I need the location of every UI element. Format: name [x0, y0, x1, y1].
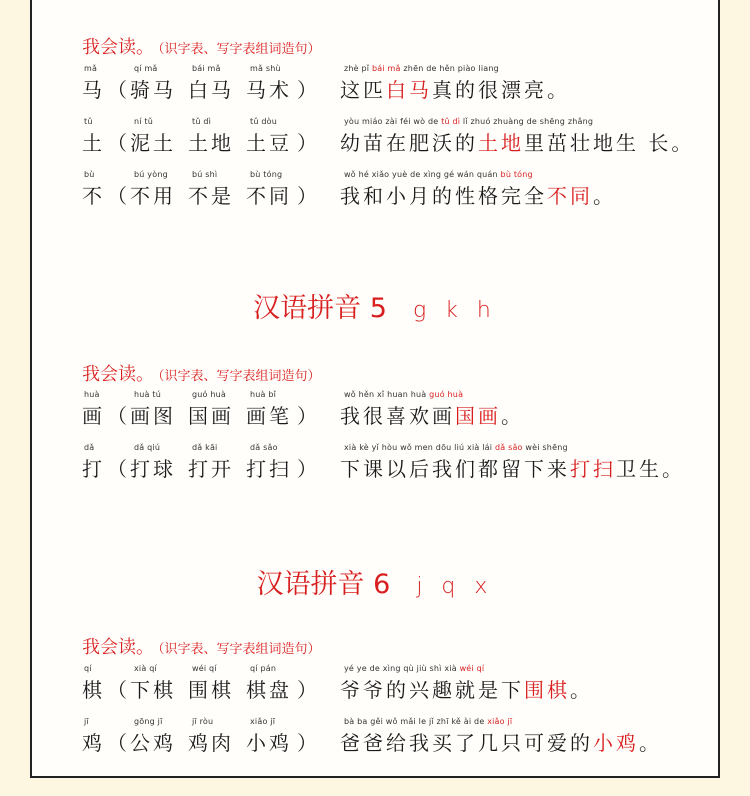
word: 小鸡 — [246, 731, 292, 755]
word: 国画 — [188, 404, 234, 428]
word-pinyin: huà tú — [134, 390, 161, 399]
word: 棋盘 — [246, 678, 292, 702]
reading-row — [82, 443, 702, 487]
word-pinyin: bú yòng — [134, 170, 168, 179]
open-paren: （ — [107, 457, 130, 481]
word-pinyin: ní tǔ — [134, 117, 154, 126]
word: 打开 — [188, 457, 234, 481]
section-heading — [82, 633, 321, 659]
word: 画图 — [130, 404, 176, 428]
open-paren: （ — [107, 131, 130, 155]
char: 土 — [82, 131, 105, 155]
word-pinyin: dǎ kāi — [192, 443, 218, 452]
heading-note: （识字表、写字表组词造句） — [158, 642, 321, 657]
sentence: 这匹白马真的很漂亮。 — [340, 78, 570, 102]
word-pinyin: tǔ dòu — [250, 117, 277, 126]
char: 打 — [82, 457, 105, 481]
word-pinyin: xià qí — [134, 664, 157, 673]
section-heading — [82, 360, 321, 386]
close-paren: ） — [297, 731, 320, 755]
section-title: 汉语拼音 6 j q x — [256, 569, 494, 600]
word: 白马 — [188, 78, 234, 102]
word: 打扫 — [246, 457, 292, 481]
section-letters: g k h — [412, 298, 497, 323]
reading-row — [82, 390, 702, 434]
word-pinyin: gōng jī — [134, 717, 163, 726]
word-pinyin: huà bǐ — [250, 390, 277, 399]
section-title: 汉语拼音 5 g k h — [253, 293, 497, 324]
sentence-pinyin: bà ba gěi wǒ mǎi le jǐ zhī kě ài de xiǎo jī — [344, 717, 513, 726]
reading-row — [82, 64, 702, 108]
heading-label: 我会读。 — [82, 364, 154, 385]
word-pinyin: jī ròu — [192, 717, 214, 726]
heading-label: 我会读。 — [82, 637, 154, 658]
word: 公鸡 — [130, 731, 176, 755]
word-pinyin: dǎ qiú — [134, 443, 161, 452]
word: 不用 — [130, 184, 176, 208]
word-pinyin: bái mǎ — [192, 64, 221, 73]
char: 画 — [82, 404, 105, 428]
reading-row — [82, 117, 702, 161]
open-paren: （ — [107, 678, 130, 702]
close-paren: ） — [297, 78, 320, 102]
close-paren: ） — [297, 404, 320, 428]
reading-row — [82, 717, 702, 761]
reading-row — [82, 170, 702, 214]
sentence-pinyin: xià kè yǐ hòu wǒ men dōu liú xià lái dǎ sǎo wèi shēng — [344, 443, 568, 452]
section-letters: j q x — [416, 574, 494, 599]
heading-note: （识字表、写字表组词造句） — [158, 42, 321, 57]
word-pinyin: bú shì — [192, 170, 218, 179]
open-paren: （ — [107, 78, 130, 102]
char-pinyin: qí — [84, 664, 92, 673]
sentence: 我和小月的性格完全不同。 — [340, 184, 616, 208]
word: 骑马 — [130, 78, 176, 102]
char: 马 — [82, 78, 105, 102]
word-pinyin: guó huà — [192, 390, 227, 399]
char-pinyin: tǔ — [84, 117, 93, 126]
open-paren: （ — [107, 404, 130, 428]
heading-note: （识字表、写字表组词造句） — [158, 369, 321, 384]
char: 棋 — [82, 678, 105, 702]
word-pinyin: wéi qí — [192, 664, 217, 673]
word-pinyin: xiǎo jī — [250, 717, 276, 726]
word: 下棋 — [130, 678, 176, 702]
sentence: 下课以后我们都留下来打扫卫生。 — [340, 457, 685, 481]
word: 鸡肉 — [188, 731, 234, 755]
word: 围棋 — [188, 678, 234, 702]
word-pinyin: tǔ dì — [192, 117, 212, 126]
char-pinyin: jī — [84, 717, 89, 726]
sentence: 爸爸给我买了几只可爱的小鸡。 — [340, 731, 662, 755]
sentence-pinyin: yé ye de xìng qù jiù shì xià wéi qí — [344, 664, 485, 673]
close-paren: ） — [297, 184, 320, 208]
word-pinyin: dǎ sǎo — [250, 443, 278, 452]
close-paren: ） — [297, 457, 320, 481]
section-heading — [82, 33, 321, 59]
word-pinyin: mǎ shù — [250, 64, 281, 73]
char: 鸡 — [82, 731, 105, 755]
word: 画笔 — [246, 404, 292, 428]
word-pinyin: bù tóng — [250, 170, 283, 179]
heading-label: 我会读。 — [82, 37, 154, 58]
char-pinyin: mǎ — [84, 64, 98, 73]
open-paren: （ — [107, 184, 130, 208]
word: 马术 — [246, 78, 292, 102]
char: 不 — [82, 184, 105, 208]
sentence: 幼苗在肥沃的土地里茁壮地生 长。 — [340, 131, 695, 155]
sentence: 爷爷的兴趣就是下围棋。 — [340, 678, 593, 702]
close-paren: ） — [297, 678, 320, 702]
open-paren: （ — [107, 731, 130, 755]
sentence-pinyin: yòu miáo zài féi wò de tǔ dì lǐ zhuó zhuàng de shēng zhǎng — [344, 117, 594, 126]
word: 不同 — [246, 184, 292, 208]
char-pinyin: bù — [84, 170, 95, 179]
word: 土地 — [188, 131, 234, 155]
word-pinyin: qí mǎ — [134, 64, 158, 73]
word: 泥土 — [130, 131, 176, 155]
word-pinyin: qí pán — [250, 664, 277, 673]
sentence-pinyin: wǒ hěn xǐ huan huà guó huà — [344, 390, 464, 399]
char-pinyin: huà — [84, 390, 100, 399]
sentence-pinyin: wǒ hé xiǎo yuè de xìng gé wán quán bù tóng — [344, 170, 533, 179]
close-paren: ） — [297, 131, 320, 155]
word: 打球 — [130, 457, 176, 481]
word: 土豆 — [246, 131, 292, 155]
word: 不是 — [188, 184, 234, 208]
reading-row — [82, 664, 702, 708]
sentence: 我很喜欢画国画。 — [340, 404, 524, 428]
char-pinyin: dǎ — [84, 443, 95, 452]
sentence-pinyin: zhè pǐ bái mǎ zhēn de hěn piào liang — [344, 64, 499, 73]
